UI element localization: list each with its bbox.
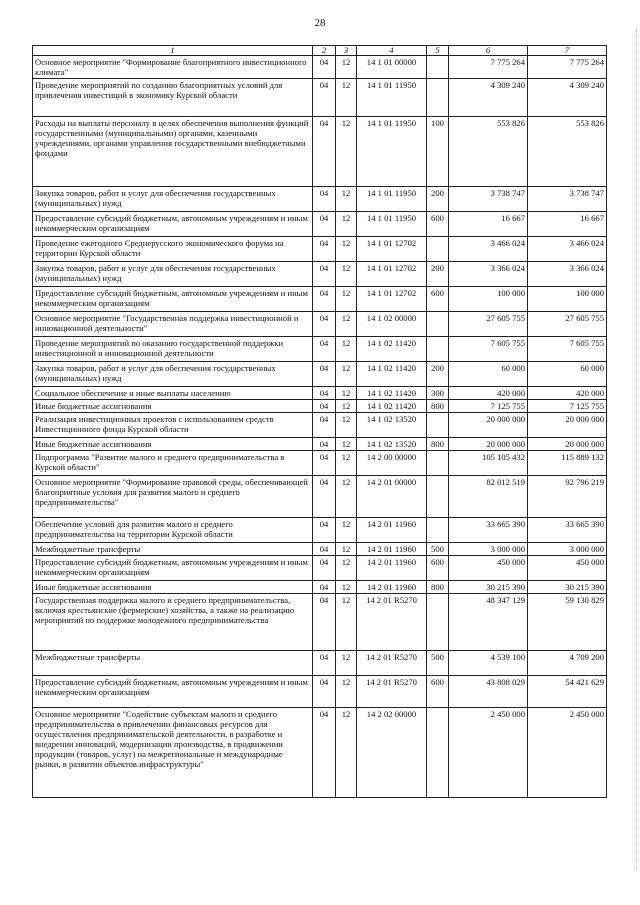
- cell-col-6: 553 826: [449, 117, 528, 187]
- cell-col-6: 16 667: [449, 212, 528, 237]
- cell-col-4: 14 1 02 13520: [357, 438, 427, 451]
- row-name-cell: Закупка товаров, работ и услуг для обеспечения государственных (муниципальных) нужд: [33, 362, 313, 387]
- cell-col-3: 12: [336, 581, 357, 594]
- cell-col-5: 800: [427, 438, 449, 451]
- cell-col-6: 100 000: [449, 287, 528, 312]
- cell-col-7: 3 000 000: [528, 543, 607, 556]
- cell-col-5: 200: [427, 187, 449, 212]
- cell-col-7: 450 000: [528, 556, 607, 581]
- cell-col-2: 04: [313, 362, 336, 387]
- page-number: 28: [314, 17, 326, 29]
- cell-col-4: 14 2 01 00000: [357, 476, 427, 518]
- cell-col-6: 105 105 432: [449, 451, 528, 476]
- col-header-1: 1: [33, 46, 313, 56]
- cell-col-5: 800: [427, 581, 449, 594]
- table-row: [33, 117, 607, 187]
- cell-col-7: 420 000: [528, 387, 607, 400]
- cell-col-4: 14 2 01 R5270: [357, 651, 427, 676]
- cell-col-6: 3 466 024: [449, 237, 528, 262]
- cell-col-3: 12: [336, 312, 357, 337]
- table-row: [33, 651, 607, 676]
- cell-col-6: 43 808 029: [449, 676, 528, 708]
- table-row: [33, 262, 607, 287]
- cell-col-7: 27 605 755: [528, 312, 607, 337]
- cell-col-7: 553 826: [528, 117, 607, 187]
- cell-col-4: 14 1 01 12702: [357, 262, 427, 287]
- cell-col-2: 04: [313, 581, 336, 594]
- table-row: [33, 312, 607, 337]
- cell-col-2: 04: [313, 237, 336, 262]
- cell-col-4: 14 2 01 R5270: [357, 594, 427, 651]
- table-body: [33, 56, 607, 798]
- cell-col-7: 3 738 747: [528, 187, 607, 212]
- table-row: [33, 337, 607, 362]
- cell-col-3: 12: [336, 476, 357, 518]
- cell-col-2: 04: [313, 556, 336, 581]
- row-name-cell: Закупка товаров, работ и услуг для обеспечения государственных (муниципальных) нужд: [33, 262, 313, 287]
- cell-col-5: [427, 413, 449, 438]
- table-row: [33, 400, 607, 413]
- cell-col-5: [427, 708, 449, 798]
- cell-col-2: 04: [313, 79, 336, 117]
- row-name-cell: Проведение ежегодного Среднерусского экономического форума на территории Курской области: [33, 237, 313, 262]
- cell-col-3: 12: [336, 117, 357, 187]
- cell-col-5: [427, 594, 449, 651]
- cell-col-7: 16 667: [528, 212, 607, 237]
- cell-col-5: 100: [427, 117, 449, 187]
- cell-col-3: 12: [336, 287, 357, 312]
- cell-col-7: 92 796 219: [528, 476, 607, 518]
- cell-col-4: 14 1 02 00000: [357, 312, 427, 337]
- table-row: [33, 676, 607, 708]
- row-name-cell: Предоставление субсидий бюджетным, автономным учреждениям и иным некоммерческим организациям: [33, 556, 313, 581]
- row-name-cell: Обеспечение условий для развития малого и среднего предпринимательства на территории Курской области: [33, 518, 313, 543]
- cell-col-6: 48 347 129: [449, 594, 528, 651]
- cell-col-5: 800: [427, 400, 449, 413]
- cell-col-5: 600: [427, 556, 449, 581]
- table-row: [33, 451, 607, 476]
- scan-edge: [635, 30, 637, 870]
- row-name-cell: Межбюджетные трансферты: [33, 543, 313, 556]
- table-row: [33, 362, 607, 387]
- cell-col-2: 04: [313, 518, 336, 543]
- cell-col-5: 200: [427, 362, 449, 387]
- cell-col-3: 12: [336, 413, 357, 438]
- cell-col-2: 04: [313, 400, 336, 413]
- cell-col-2: 04: [313, 262, 336, 287]
- cell-col-4: 14 1 01 12702: [357, 287, 427, 312]
- cell-col-6: 27 605 755: [449, 312, 528, 337]
- cell-col-7: 20 000 000: [528, 438, 607, 451]
- cell-col-6: 20 000 000: [449, 413, 528, 438]
- cell-col-2: 04: [313, 543, 336, 556]
- cell-col-4: 14 1 01 12702: [357, 237, 427, 262]
- col-header-6: 6: [449, 46, 528, 56]
- table-row: [33, 543, 607, 556]
- cell-col-3: 12: [336, 79, 357, 117]
- cell-col-3: 12: [336, 400, 357, 413]
- cell-col-5: 500: [427, 543, 449, 556]
- table-row: [33, 518, 607, 543]
- cell-col-7: 7 605 755: [528, 337, 607, 362]
- cell-col-6: 3 366 024: [449, 262, 528, 287]
- table-row: [33, 581, 607, 594]
- row-name-cell: Государственная поддержка малого и среднего предпринимательства, включая крестьянские (фермерские) хозяйства, а также на реализацию мероприятий по поддержке молодежного предпринимательства: [33, 594, 313, 651]
- row-name-cell: Иные бюджетные ассигнования: [33, 400, 313, 413]
- cell-col-4: 14 1 01 00000: [357, 56, 427, 79]
- cell-col-3: 12: [336, 518, 357, 543]
- row-name-cell: Реализация инвестиционных проектов с использованием средств Инвестиционного фонда Курской области: [33, 413, 313, 438]
- row-name-cell: Подпрограмма "Развитие малого и среднего предпринимательства в Курской области": [33, 451, 313, 476]
- cell-col-3: 12: [336, 187, 357, 212]
- cell-col-3: 12: [336, 56, 357, 79]
- cell-col-3: 12: [336, 237, 357, 262]
- cell-col-6: 7 125 755: [449, 400, 528, 413]
- row-name-cell: Основное мероприятие "Формирование благоприятного инвестиционного климата": [33, 56, 313, 79]
- cell-col-2: 04: [313, 312, 336, 337]
- cell-col-3: 12: [336, 387, 357, 400]
- cell-col-7: 7 125 755: [528, 400, 607, 413]
- cell-col-5: [427, 451, 449, 476]
- cell-col-3: 12: [336, 556, 357, 581]
- row-name-cell: Иные бюджетные ассигнования: [33, 581, 313, 594]
- column-number-row: [33, 46, 607, 56]
- cell-col-4: 14 2 01 R5270: [357, 676, 427, 708]
- cell-col-7: 4 309 240: [528, 79, 607, 117]
- table-row: [33, 387, 607, 400]
- cell-col-2: 04: [313, 117, 336, 187]
- table-row: [33, 476, 607, 518]
- cell-col-4: 14 2 00 00000: [357, 451, 427, 476]
- cell-col-5: [427, 312, 449, 337]
- cell-col-3: 12: [336, 594, 357, 651]
- table-row: [33, 287, 607, 312]
- budget-table: [32, 45, 607, 798]
- cell-col-4: 14 2 02 00000: [357, 708, 427, 798]
- table-row: [33, 212, 607, 237]
- row-name-cell: Межбюджетные трансферты: [33, 651, 313, 676]
- row-name-cell: Социальное обеспечение и иные выплаты населению: [33, 387, 313, 400]
- cell-col-4: 14 2 01 11960: [357, 581, 427, 594]
- cell-col-3: 12: [336, 708, 357, 798]
- cell-col-6: 420 000: [449, 387, 528, 400]
- cell-col-7: 3 466 024: [528, 237, 607, 262]
- cell-col-2: 04: [313, 476, 336, 518]
- cell-col-3: 12: [336, 212, 357, 237]
- cell-col-7: 100 000: [528, 287, 607, 312]
- cell-col-3: 12: [336, 362, 357, 387]
- cell-col-2: 04: [313, 451, 336, 476]
- col-header-3: 3: [336, 46, 357, 56]
- cell-col-6: 3 738 747: [449, 187, 528, 212]
- cell-col-7: 60 000: [528, 362, 607, 387]
- col-header-7: 7: [528, 46, 607, 56]
- cell-col-5: 300: [427, 387, 449, 400]
- cell-col-4: 14 1 02 13520: [357, 413, 427, 438]
- cell-col-6: 20 000 000: [449, 438, 528, 451]
- cell-col-4: 14 1 01 11950: [357, 212, 427, 237]
- cell-col-6: 30 215 390: [449, 581, 528, 594]
- col-header-2: 2: [313, 46, 336, 56]
- cell-col-4: 14 1 02 11420: [357, 387, 427, 400]
- cell-col-6: 2 450 000: [449, 708, 528, 798]
- cell-col-6: 33 665 390: [449, 518, 528, 543]
- cell-col-5: [427, 79, 449, 117]
- cell-col-2: 04: [313, 187, 336, 212]
- cell-col-7: 7 775 264: [528, 56, 607, 79]
- col-header-4: 4: [357, 46, 427, 56]
- cell-col-4: 14 1 02 11420: [357, 362, 427, 387]
- table-row: [33, 413, 607, 438]
- cell-col-2: 04: [313, 676, 336, 708]
- table-row: [33, 556, 607, 581]
- row-name-cell: Закупка товаров, работ и услуг для обеспечения государственных (муниципальных) нужд: [33, 187, 313, 212]
- cell-col-5: [427, 337, 449, 362]
- cell-col-5: [427, 476, 449, 518]
- cell-col-2: 04: [313, 438, 336, 451]
- cell-col-5: 200: [427, 262, 449, 287]
- cell-col-5: 600: [427, 676, 449, 708]
- table-row: [33, 237, 607, 262]
- cell-col-2: 04: [313, 212, 336, 237]
- cell-col-2: 04: [313, 594, 336, 651]
- table-row: [33, 708, 607, 798]
- row-name-cell: Основное мероприятие "Содействие субъектам малого и среднего предпринимательства в привлечении финансовых ресурсов для осуществления предпринимательской деятельности, в разработке и внедрении инноваций, модернизации производства, в продвижении продукции (товаров, услуг) на межрегиональные и международные рынки, в развитии объектов инфраструктуры": [33, 708, 313, 798]
- col-header-5: 5: [427, 46, 449, 56]
- cell-col-7: 3 366 024: [528, 262, 607, 287]
- cell-col-4: 14 1 01 11950: [357, 187, 427, 212]
- table-row: [33, 187, 607, 212]
- cell-col-4: 14 1 01 11950: [357, 79, 427, 117]
- cell-col-2: 04: [313, 287, 336, 312]
- row-name-cell: Предоставление субсидий бюджетным, автономным учреждениям и иным некоммерческим организациям: [33, 287, 313, 312]
- cell-col-3: 12: [336, 438, 357, 451]
- cell-col-6: 450 000: [449, 556, 528, 581]
- cell-col-3: 12: [336, 651, 357, 676]
- table-row: [33, 56, 607, 79]
- cell-col-7: 2 450 000: [528, 708, 607, 798]
- cell-col-6: 7 775 264: [449, 56, 528, 79]
- cell-col-7: 33 665 390: [528, 518, 607, 543]
- row-name-cell: Предоставление субсидий бюджетным, автономным учреждениям и иным некоммерческим организациям: [33, 676, 313, 708]
- cell-col-6: 7 605 755: [449, 337, 528, 362]
- row-name-cell: Иные бюджетные ассигнования: [33, 438, 313, 451]
- row-name-cell: Основное мероприятие "Государственная поддержка инвестиционной и инновационной деятельности": [33, 312, 313, 337]
- cell-col-7: 30 215 390: [528, 581, 607, 594]
- cell-col-2: 04: [313, 337, 336, 362]
- cell-col-3: 12: [336, 451, 357, 476]
- cell-col-2: 04: [313, 387, 336, 400]
- cell-col-5: [427, 56, 449, 79]
- cell-col-3: 12: [336, 676, 357, 708]
- cell-col-2: 04: [313, 413, 336, 438]
- cell-col-3: 12: [336, 337, 357, 362]
- cell-col-7: 115 889 132: [528, 451, 607, 476]
- cell-col-5: [427, 518, 449, 543]
- cell-col-2: 04: [313, 56, 336, 79]
- row-name-cell: Предоставление субсидий бюджетным, автономным учреждениям и иным некоммерческим организациям: [33, 212, 313, 237]
- cell-col-4: 14 2 01 11960: [357, 543, 427, 556]
- row-name-cell: Проведение мероприятий по оказанию государственной поддержки инвестиционной и инновационной деятельности: [33, 337, 313, 362]
- cell-col-4: 14 2 01 11960: [357, 556, 427, 581]
- cell-col-4: 14 1 02 11420: [357, 400, 427, 413]
- cell-col-4: 14 1 01 11950: [357, 117, 427, 187]
- row-name-cell: Расходы на выплаты персоналу в целях обеспечения выполнения функций государственными (муниципальными) органами, казенными учреждениями, органами управления государственными внебюджетными фондами: [33, 117, 313, 187]
- cell-col-5: 600: [427, 287, 449, 312]
- row-name-cell: Проведение мероприятий по созданию благоприятных условий для привлечения инвестиций в экономику Курской области: [33, 79, 313, 117]
- cell-col-5: 600: [427, 212, 449, 237]
- cell-col-6: 3 000 000: [449, 543, 528, 556]
- cell-col-6: 4 309 240: [449, 79, 528, 117]
- cell-col-6: 4 539 100: [449, 651, 528, 676]
- cell-col-4: 14 1 02 11420: [357, 337, 427, 362]
- cell-col-2: 04: [313, 708, 336, 798]
- cell-col-5: 500: [427, 651, 449, 676]
- cell-col-6: 60 000: [449, 362, 528, 387]
- cell-col-6: 82 012 519: [449, 476, 528, 518]
- cell-col-3: 12: [336, 543, 357, 556]
- cell-col-5: [427, 237, 449, 262]
- cell-col-7: 59 130 829: [528, 594, 607, 651]
- table-row: [33, 79, 607, 117]
- cell-col-2: 04: [313, 651, 336, 676]
- cell-col-4: 14 2 01 11960: [357, 518, 427, 543]
- cell-col-7: 20 000 000: [528, 413, 607, 438]
- row-name-cell: Основное мероприятие "Формирование правовой среды, обеспечивающей благоприятные условия для развития малого и среднего предпринимательства": [33, 476, 313, 518]
- cell-col-3: 12: [336, 262, 357, 287]
- cell-col-7: 4 709 200: [528, 651, 607, 676]
- table-row: [33, 438, 607, 451]
- cell-col-7: 54 421 629: [528, 676, 607, 708]
- table-row: [33, 594, 607, 651]
